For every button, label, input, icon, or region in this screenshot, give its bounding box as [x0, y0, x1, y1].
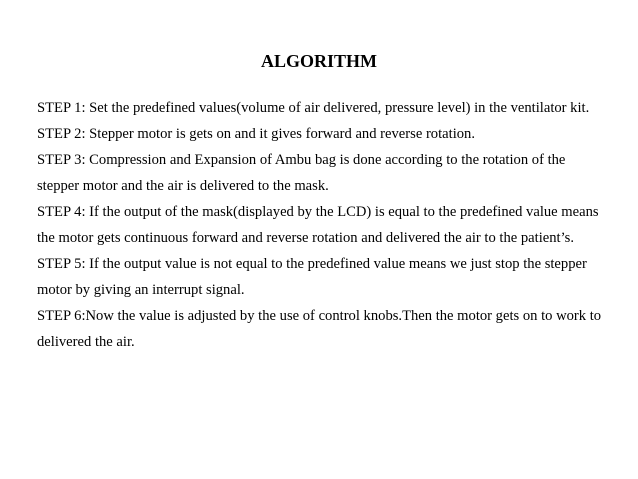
step-2: STEP 2: Stepper motor is gets on and it gives forward and reverse rotation.: [37, 126, 475, 142]
step-5: STEP 5: If the output value is not equal to the predefined value means we just stop the stepper motor by giving an interrupt signal.: [37, 256, 587, 298]
steps-list: [37, 95, 605, 355]
step-3: STEP 3: Compression and Expansion of Ambu bag is done according to the rotation of the stepper motor and the air is delivered to the mask.: [37, 152, 566, 194]
slide-title: ALGORITHM: [260, 51, 377, 71]
step-4: STEP 4: If the output of the mask(displayed by the LCD) is equal to the predefined value means the motor gets continuous forward and reverse rotation and delivered the air to the patient’s.: [37, 204, 599, 246]
step-6: STEP 6:Now the value is adjusted by the use of control knobs.Then the motor gets on to work to delivered the air.: [37, 308, 602, 350]
step-1: STEP 1: Set the predefined values(volume of air delivered, pressure level) in the ventilator kit.: [37, 100, 590, 116]
